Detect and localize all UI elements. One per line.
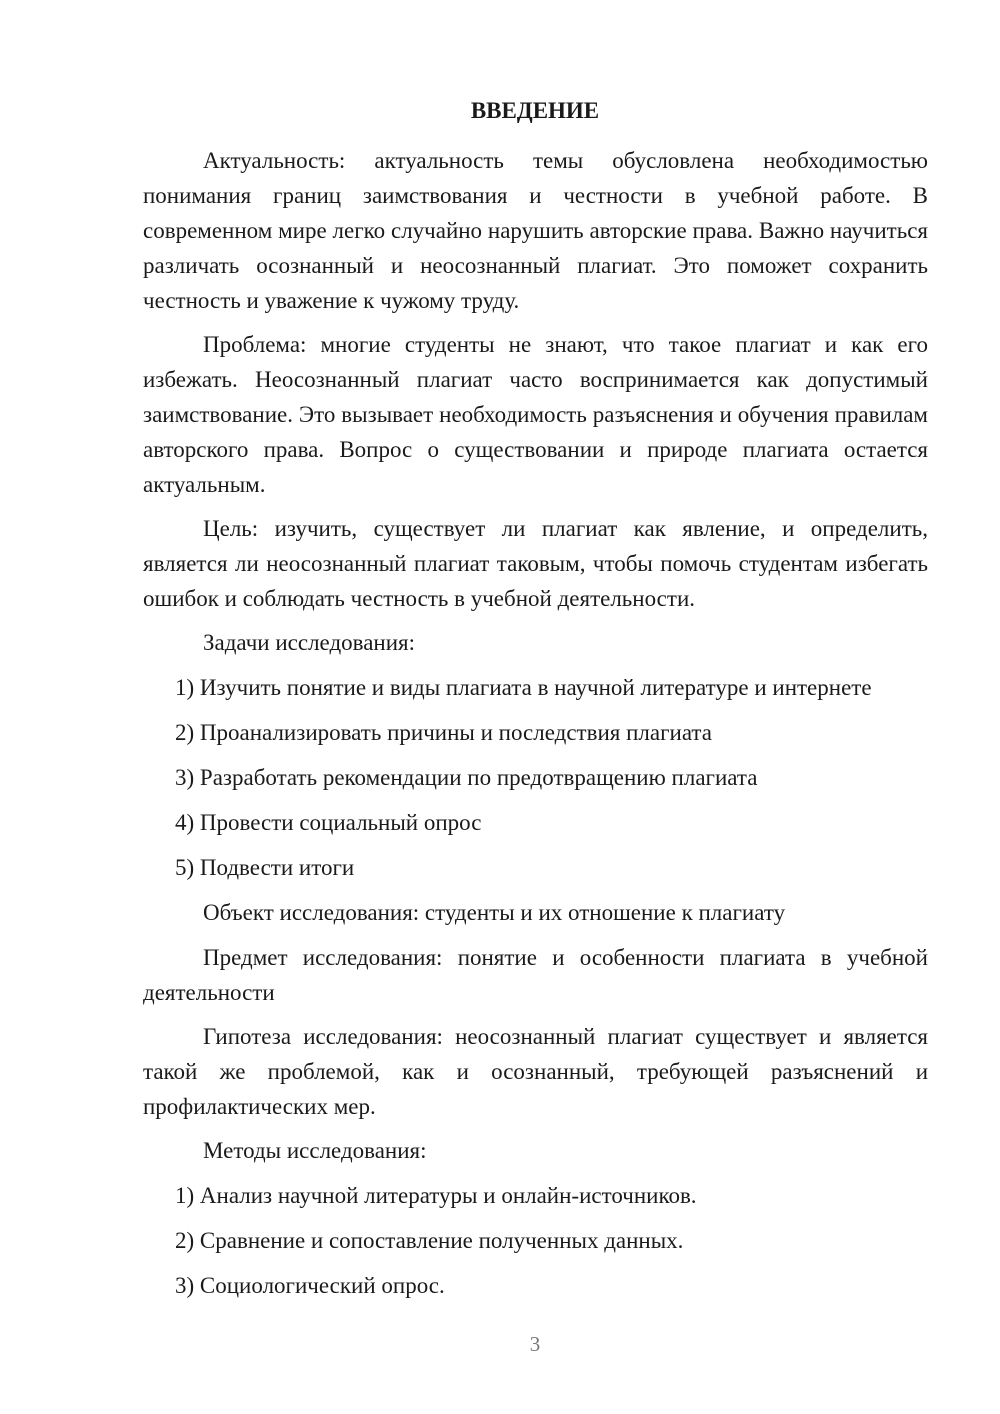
list-item: 1) Анализ научной литературы и онлайн-источников. [175, 1183, 697, 1208]
problem-paragraph: Проблема: многие студенты не знают, что такое плагиат и как его избежать. Неосознанный плагиат часто воспринимается как допустимый заимствование. Это вызывает необходимость разъяснения и обучения правилам авторского права. Вопрос о существовании и природе плагиата остается актуальным. [143, 332, 928, 497]
page-number: 3 [529, 1332, 541, 1356]
subject-paragraph: Предмет исследования: понятие и особенности плагиата в учебной деятельности [143, 945, 928, 1005]
list-item: 2) Проанализировать причины и последствия плагиата [175, 720, 712, 745]
list-item: 3) Социологический опрос. [175, 1273, 445, 1298]
tasks-heading: Задачи исследования: [203, 630, 416, 655]
relevance-paragraph: Актуальность: актуальность темы обусловлена необходимостью понимания границ заимствования и честности в учебной работе. В современном мире легко случайно нарушить авторские права. Важно научиться различать осознанный и неосознанный плагиат. Это поможет сохранить честность и уважение к чужому труду. [143, 148, 928, 313]
list-item: 4) Провести социальный опрос [175, 810, 482, 835]
list-item: 2) Сравнение и сопоставление полученных данных. [175, 1228, 684, 1253]
list-item: 3) Разработать рекомендации по предотвращению плагиата [175, 765, 758, 790]
document-body [143, 143, 928, 1313]
list-item: 5) Подвести итоги [175, 855, 355, 880]
tasks-list [143, 670, 928, 885]
methods-heading: Методы исследования: [203, 1138, 427, 1163]
list-item: 1) Изучить понятие и виды плагиата в научной литературе и интернете [175, 675, 872, 700]
goal-paragraph: Цель: изучить, существует ли плагиат как явление, и определить, является ли неосознанный плагиат таковым, чтобы помочь студентам избегать ошибок и соблюдать честность в учебной деятельности. [143, 516, 928, 611]
object-line: Объект исследования: студенты и их отношение к плагиату [203, 900, 786, 925]
hypothesis-paragraph: Гипотеза исследования: неосознанный плагиат существует и является такой же проблемой, как и осознанный, требующей разъяснений и профилактических мер. [143, 1024, 928, 1119]
methods-list [143, 1178, 928, 1303]
page-title: ВВЕДЕНИЕ [470, 98, 600, 123]
